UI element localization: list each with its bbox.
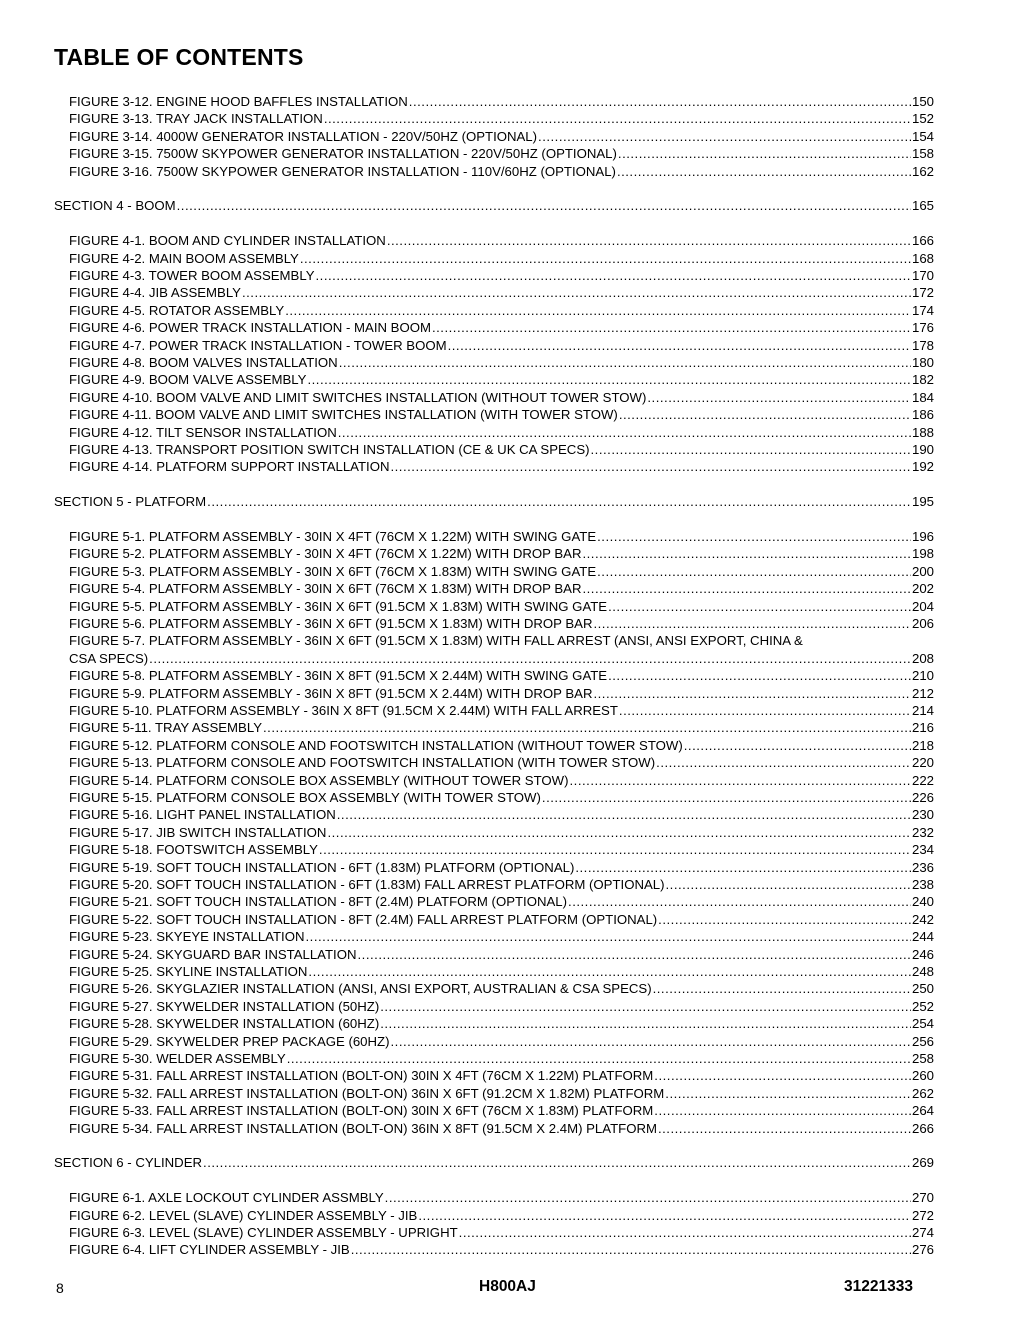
toc-entry-text: FIGURE 5-3. PLATFORM ASSEMBLY - 30IN X 6FT (76CM X 1.83M) WITH SWING GATE: [69, 563, 597, 579]
dot-leader: [538, 128, 911, 145]
toc-figure-entry[interactable]: [69, 615, 934, 632]
toc-entry-text: FIGURE 4-11. BOOM VALVE AND LIMIT SWITCHES INSTALLATION (WITH TOWER STOW): [69, 407, 618, 423]
toc-page-number: 216: [911, 720, 934, 736]
toc-page-number: 232: [911, 824, 934, 840]
dot-leader: [177, 197, 911, 214]
toc-entry-text: FIGURE 5-14. PLATFORM CONSOLE BOX ASSEMBLY (WITHOUT TOWER STOW): [69, 772, 569, 788]
toc-page-number: 186: [911, 407, 934, 423]
toc-figure-entry[interactable]: [69, 998, 934, 1015]
dot-leader: [593, 685, 911, 702]
toc-figure-entry[interactable]: [69, 1085, 934, 1102]
toc-figure-entry[interactable]: [69, 337, 934, 354]
toc-figure-entry[interactable]: [69, 528, 934, 545]
toc-entry-text: FIGURE 5-4. PLATFORM ASSEMBLY - 30IN X 6FT (76CM X 1.83M) WITH DROP BAR: [69, 581, 582, 597]
toc-page-number: 196: [911, 529, 934, 544]
toc-entry-text: FIGURE 6-1. AXLE LOCKOUT CYLINDER ASSMBLY: [69, 1190, 384, 1206]
toc-entry-text: FIGURE 5-28. SKYWELDER INSTALLATION (60HZ): [69, 1016, 380, 1032]
toc-figure-entry[interactable]: [69, 928, 934, 945]
dot-leader: [608, 598, 911, 615]
toc-page-number: 178: [911, 337, 934, 353]
toc-entry-text: FIGURE 4-14. PLATFORM SUPPORT INSTALLATION: [69, 459, 390, 475]
dot-leader: [570, 772, 911, 789]
toc-entry-text: SECTION 4 - BOOM: [54, 198, 176, 214]
dot-leader: [658, 911, 911, 928]
toc-entry-text: FIGURE 5-27. SKYWELDER INSTALLATION (50HZ): [69, 998, 380, 1014]
toc-page-number: 242: [911, 911, 934, 927]
dot-leader: [380, 1015, 911, 1032]
dot-leader: [385, 1189, 911, 1206]
toc-page-number: 176: [911, 320, 934, 336]
toc-figure-entry[interactable]: [69, 980, 934, 997]
toc-section-entry[interactable]: [54, 493, 934, 510]
dot-leader: [308, 963, 911, 980]
dot-leader: [338, 424, 911, 441]
toc-page-number: 150: [911, 94, 934, 109]
toc-page-number: 238: [911, 877, 934, 892]
toc-figure-entry[interactable]: [69, 371, 934, 388]
toc-page-number: 174: [911, 302, 934, 318]
toc-figure-entry[interactable]: [69, 1033, 934, 1050]
toc-page-number: 168: [911, 250, 934, 266]
dot-leader: [287, 1050, 911, 1067]
dot-leader: [380, 998, 911, 1015]
dot-leader: [242, 284, 911, 301]
dot-leader: [597, 563, 911, 580]
toc-page-number: 192: [911, 459, 934, 475]
toc-entry-text: FIGURE 5-5. PLATFORM ASSEMBLY - 36IN X 6FT (91.5CM X 1.83M) WITH SWING GATE: [69, 598, 608, 614]
dot-leader: [418, 1207, 911, 1224]
toc-entry-text: FIGURE 5-19. SOFT TOUCH INSTALLATION - 6FT (1.83M) PLATFORM (OPTIONAL): [69, 859, 575, 875]
toc-figure-entry[interactable]: [69, 163, 934, 180]
dot-leader: [617, 163, 911, 180]
toc-figure-entry[interactable]: [69, 667, 934, 684]
toc-figure-entry[interactable]: [69, 128, 934, 145]
toc-figure-entry[interactable]: [69, 824, 934, 841]
toc-page-number: 190: [911, 442, 934, 457]
toc-page-number: 262: [911, 1085, 934, 1101]
dot-leader: [327, 824, 911, 841]
dot-leader: [618, 145, 911, 162]
dot-leader: [619, 702, 911, 719]
dot-leader: [324, 110, 911, 127]
toc-entry-text: FIGURE 5-10. PLATFORM ASSEMBLY - 36IN X 8FT (91.5CM X 2.44M) WITH FALL ARREST: [69, 703, 618, 718]
toc-page-number: 172: [911, 285, 934, 301]
toc-page-number: 198: [911, 546, 934, 562]
dot-leader: [665, 1085, 911, 1102]
toc-entry-text: CSA SPECS): [69, 650, 149, 666]
dot-leader: [306, 928, 911, 945]
toc-figure-entry[interactable]: [69, 1067, 934, 1084]
toc-entry-text: FIGURE 5-2. PLATFORM ASSEMBLY - 30IN X 4FT (76CM X 1.22M) WITH DROP BAR: [69, 546, 582, 562]
toc-page-number: 248: [911, 964, 934, 979]
dot-leader: [319, 841, 911, 858]
toc-page-number: 230: [911, 807, 934, 823]
toc-entry-text: FIGURE 5-21. SOFT TOUCH INSTALLATION - 8FT (2.4M) PLATFORM (OPTIONAL): [69, 894, 568, 910]
toc-entry-text: FIGURE 5-24. SKYGUARD BAR INSTALLATION: [69, 946, 357, 962]
toc-entry-text: FIGURE 3-12. ENGINE HOOD BAFFLES INSTALLATION: [69, 94, 408, 109]
toc-page-number: 166: [911, 233, 934, 249]
dot-leader: [582, 545, 911, 562]
toc-page-number: 165: [911, 198, 934, 214]
toc-page-number: 270: [911, 1190, 934, 1206]
toc-page-number: 272: [911, 1207, 934, 1223]
footer-doc-number: 31221333: [844, 1278, 913, 1295]
toc-entry-text: FIGURE 3-13. TRAY JACK INSTALLATION: [69, 111, 323, 127]
toc-entry-text: FIGURE 5-13. PLATFORM CONSOLE AND FOOTSWITCH INSTALLATION (WITH TOWER STOW): [69, 755, 656, 771]
toc-page-number: 188: [911, 424, 934, 440]
toc-entry-text: SECTION 6 - CYLINDER: [54, 1155, 203, 1171]
toc-entry-text: FIGURE 5-7. PLATFORM ASSEMBLY - 36IN X 6FT (91.5CM X 1.83M) WITH FALL ARREST (ANSI, ANSI EXPORT, CHINA &: [69, 633, 803, 649]
toc-page-number: 256: [911, 1033, 934, 1049]
dot-leader: [316, 267, 911, 284]
toc-figure-entry[interactable]: [69, 302, 934, 319]
toc-page-number: 220: [911, 755, 934, 771]
toc-figure-entry[interactable]: [69, 719, 934, 736]
toc-figure-entry[interactable]: [69, 441, 934, 458]
toc-entry-text: FIGURE 6-2. LEVEL (SLAVE) CYLINDER ASSEMBLY - JIB: [69, 1207, 418, 1223]
dot-leader: [459, 1224, 911, 1241]
dot-leader: [307, 371, 911, 388]
toc-page-number: 200: [911, 563, 934, 579]
toc-page-number: 204: [911, 598, 934, 614]
toc-page-number: 182: [911, 372, 934, 388]
toc-page-number: 180: [911, 355, 934, 370]
dot-leader: [263, 719, 911, 736]
toc-entry-text: FIGURE 4-7. POWER TRACK INSTALLATION - TOWER BOOM: [69, 337, 447, 353]
toc-figure-entry[interactable]: [69, 110, 934, 127]
toc-page-number: 269: [911, 1155, 934, 1171]
toc-page-number: 212: [911, 685, 934, 701]
dot-leader: [591, 441, 911, 458]
toc-entry-text: FIGURE 4-2. MAIN BOOM ASSEMBLY: [69, 250, 299, 266]
toc-entry-text: FIGURE 5-30. WELDER ASSEMBLY: [69, 1051, 286, 1066]
toc-page-number: 152: [911, 111, 934, 127]
toc-figure-entry[interactable]: [69, 145, 934, 162]
dot-leader: [542, 789, 911, 806]
toc-figure-entry[interactable]: [69, 841, 934, 858]
toc-entry-text: FIGURE 5-29. SKYWELDER PREP PACKAGE (60HZ): [69, 1033, 390, 1049]
toc-entry-text: FIGURE 5-8. PLATFORM ASSEMBLY - 36IN X 8FT (91.5CM X 2.44M) WITH SWING GATE: [69, 668, 608, 684]
dot-leader: [684, 737, 911, 754]
toc-figure-entry[interactable]: [69, 458, 934, 475]
toc-page-number: 250: [911, 981, 934, 997]
dot-leader: [666, 876, 911, 893]
footer-model: H800AJ: [479, 1278, 536, 1295]
dot-leader: [339, 354, 911, 371]
toc-page-number: 260: [911, 1068, 934, 1084]
toc-entry-text: FIGURE 6-4. LIFT CYLINDER ASSEMBLY - JIB: [69, 1242, 350, 1258]
toc-entry-text: FIGURE 5-17. JIB SWITCH INSTALLATION: [69, 824, 327, 840]
toc-page-number: 258: [911, 1051, 934, 1066]
toc-entry-text: FIGURE 4-13. TRANSPORT POSITION SWITCH INSTALLATION (CE & UK CA SPECS): [69, 442, 590, 457]
dot-leader: [582, 580, 911, 597]
toc-entry-text: SECTION 5 - PLATFORM: [54, 494, 207, 510]
toc-page-number: 254: [911, 1016, 934, 1032]
toc-figure-entry[interactable]: [69, 1050, 934, 1067]
toc-entry-text: FIGURE 5-11. TRAY ASSEMBLY: [69, 720, 262, 736]
toc-page-number: 244: [911, 929, 934, 945]
toc-entry-text: FIGURE 6-3. LEVEL (SLAVE) CYLINDER ASSEMBLY - UPRIGHT: [69, 1225, 458, 1240]
toc-figure-entry[interactable]: [69, 1224, 934, 1241]
toc-figure-entry[interactable]: [69, 406, 934, 423]
toc-figure-entry[interactable]: [69, 772, 934, 789]
toc-entry-text: FIGURE 3-16. 7500W SKYPOWER GENERATOR INSTALLATION - 110V/60HZ (OPTIONAL): [69, 163, 616, 179]
toc-page-number: 202: [911, 581, 934, 597]
toc-figure-entry[interactable]: [69, 702, 934, 719]
toc-entry-text: FIGURE 5-15. PLATFORM CONSOLE BOX ASSEMBLY (WITH TOWER STOW): [69, 790, 541, 805]
dot-leader: [619, 406, 911, 423]
toc-entry-text: FIGURE 5-34. FALL ARREST INSTALLATION (BOLT-ON) 36IN X 8FT (91.5CM X 2.4M) PLATFORM: [69, 1120, 657, 1136]
toc-entry-text: FIGURE 4-1. BOOM AND CYLINDER INSTALLATION: [69, 233, 386, 249]
toc-figure-entry[interactable]: [69, 1102, 934, 1119]
toc-page-number: 162: [911, 163, 934, 179]
toc-page-number: 154: [911, 128, 934, 144]
toc-page-number: 266: [911, 1120, 934, 1136]
toc-entry-text: FIGURE 5-9. PLATFORM ASSEMBLY - 36IN X 8FT (91.5CM X 2.44M) WITH DROP BAR: [69, 685, 593, 701]
toc-page-number: 274: [911, 1225, 934, 1240]
dot-leader: [593, 615, 911, 632]
toc-page-number: 234: [911, 842, 934, 858]
toc-entry-text: FIGURE 3-15. 7500W SKYPOWER GENERATOR INSTALLATION - 220V/50HZ (OPTIONAL): [69, 146, 617, 162]
dot-leader: [647, 389, 911, 406]
dot-leader: [597, 528, 911, 545]
dot-leader: [387, 232, 911, 249]
toc-figure-entry[interactable]: [69, 650, 934, 667]
toc-figure-entry[interactable]: [69, 354, 934, 371]
toc-entry-text: FIGURE 4-8. BOOM VALVES INSTALLATION: [69, 355, 338, 370]
dot-leader: [432, 319, 911, 336]
dot-leader: [203, 1154, 911, 1171]
toc-entry-text: FIGURE 5-32. FALL ARREST INSTALLATION (BOLT-ON) 36IN X 6FT (91.2CM X 1.82M) PLATFORM: [69, 1085, 665, 1101]
dot-leader: [391, 1033, 911, 1050]
toc-figure-entry[interactable]: [69, 1241, 934, 1258]
toc-entry-text: FIGURE 5-25. SKYLINE INSTALLATION: [69, 964, 308, 979]
toc-figure-entry[interactable]: [69, 911, 934, 928]
toc-section-entry[interactable]: [54, 1154, 934, 1171]
toc-entry-text: FIGURE 5-23. SKYEYE INSTALLATION: [69, 929, 305, 945]
toc-page-number: 210: [911, 668, 934, 684]
toc-figure-entry[interactable]: [69, 389, 934, 406]
dot-leader: [654, 1102, 911, 1119]
toc-page-number: 206: [911, 616, 934, 631]
dot-leader: [390, 458, 911, 475]
toc-figure-entry[interactable]: [69, 93, 934, 110]
toc-entry-text: FIGURE 4-9. BOOM VALVE ASSEMBLY: [69, 372, 307, 388]
toc-figure-entry[interactable]: [69, 1207, 934, 1224]
dot-leader: [653, 980, 911, 997]
toc-entry-text: FIGURE 5-12. PLATFORM CONSOLE AND FOOTSWITCH INSTALLATION (WITHOUT TOWER STOW): [69, 737, 683, 753]
toc-figure-entry[interactable]: [69, 946, 934, 963]
toc-figure-entry[interactable]: [69, 806, 934, 823]
toc-entry-text: FIGURE 4-10. BOOM VALVE AND LIMIT SWITCHES INSTALLATION (WITHOUT TOWER STOW): [69, 389, 647, 405]
toc-figure-entry[interactable]: [69, 424, 934, 441]
toc-figure-entry[interactable]: [69, 1015, 934, 1032]
toc-figure-entry[interactable]: [69, 1120, 934, 1137]
dot-leader: [149, 650, 911, 667]
toc-entry-text: FIGURE 5-22. SOFT TOUCH INSTALLATION - 8FT (2.4M) FALL ARREST PLATFORM (OPTIONAL): [69, 911, 658, 927]
toc-entry-text: FIGURE 5-6. PLATFORM ASSEMBLY - 36IN X 6FT (91.5CM X 1.83M) WITH DROP BAR: [69, 616, 593, 631]
toc-page-number: 170: [911, 268, 934, 283]
toc-entry-text: FIGURE 5-20. SOFT TOUCH INSTALLATION - 6FT (1.83M) FALL ARREST PLATFORM (OPTIONAL): [69, 877, 665, 892]
toc-page-number: 240: [911, 894, 934, 910]
toc-page-number: 276: [911, 1242, 934, 1258]
toc-figure-entry[interactable]: [69, 319, 934, 336]
toc-page-number: 158: [911, 146, 934, 162]
dot-leader: [654, 1067, 911, 1084]
toc-entry-text: FIGURE 5-1. PLATFORM ASSEMBLY - 30IN X 4FT (76CM X 1.22M) WITH SWING GATE: [69, 529, 597, 544]
toc-figure-entry[interactable]: [69, 545, 934, 562]
toc-page-number: 208: [911, 650, 934, 666]
toc-entry-text: FIGURE 5-33. FALL ARREST INSTALLATION (BOLT-ON) 30IN X 6FT (76CM X 1.83M) PLATFORM: [69, 1103, 654, 1119]
toc-figure-entry[interactable]: [69, 789, 934, 806]
toc-entry-text: FIGURE 4-3. TOWER BOOM ASSEMBLY: [69, 268, 315, 283]
toc-entry-text: FIGURE 5-16. LIGHT PANEL INSTALLATION: [69, 807, 336, 823]
dot-leader: [300, 250, 911, 267]
dot-leader: [409, 93, 911, 110]
toc-page-number: 236: [911, 859, 934, 875]
dot-leader: [575, 859, 911, 876]
toc-entry-text: FIGURE 4-12. TILT SENSOR INSTALLATION: [69, 424, 337, 440]
toc-entry-text: FIGURE 5-18. FOOTSWITCH ASSEMBLY: [69, 842, 318, 858]
toc-figure-entry[interactable]: [69, 580, 934, 597]
toc-section-entry[interactable]: [54, 197, 934, 214]
toc-figure-entry[interactable]: [69, 685, 934, 702]
dot-leader: [337, 806, 911, 823]
toc-figure-entry[interactable]: [69, 267, 934, 284]
toc-entry-text: FIGURE 5-26. SKYGLAZIER INSTALLATION (ANSI, ANSI EXPORT, AUSTRALIAN & CSA SPECS): [69, 981, 652, 997]
toc-figure-entry[interactable]: [69, 284, 934, 301]
toc-page-number: 214: [911, 703, 934, 718]
toc-figure-entry[interactable]: [69, 859, 934, 876]
toc-page-number: 226: [911, 790, 934, 805]
toc-page-number: 184: [911, 389, 934, 405]
toc-figure-entry[interactable]: [69, 250, 934, 267]
toc-figure-entry[interactable]: [69, 876, 934, 893]
toc-figure-entry[interactable]: [69, 1189, 934, 1206]
dot-leader: [285, 302, 911, 319]
dot-leader: [448, 337, 911, 354]
toc-entry-text: FIGURE 4-4. JIB ASSEMBLY: [69, 285, 241, 301]
toc-figure-entry[interactable]: [69, 893, 934, 910]
toc-figure-entry[interactable]: [69, 737, 934, 754]
toc-entry-text: FIGURE 4-6. POWER TRACK INSTALLATION - MAIN BOOM: [69, 320, 431, 336]
toc-page-number: 218: [911, 737, 934, 753]
dot-leader: [358, 946, 911, 963]
dot-leader: [351, 1241, 911, 1258]
dot-leader: [608, 667, 911, 684]
dot-leader: [207, 493, 911, 510]
toc-entry-text: FIGURE 5-31. FALL ARREST INSTALLATION (BOLT-ON) 30IN X 4FT (76CM X 1.22M) PLATFORM: [69, 1068, 654, 1084]
footer-page-number: 8: [56, 1280, 64, 1296]
toc-page-number: 195: [911, 494, 934, 510]
dot-leader: [656, 754, 911, 771]
toc-page-number: 252: [911, 998, 934, 1014]
toc-entry-text: FIGURE 3-14. 4000W GENERATOR INSTALLATION - 220V/50HZ (OPTIONAL): [69, 128, 538, 144]
toc-page-number: 246: [911, 946, 934, 962]
toc-entry-text: FIGURE 4-5. ROTATOR ASSEMBLY: [69, 302, 285, 318]
toc-figure-entry[interactable]: [69, 963, 934, 980]
page-title: TABLE OF CONTENTS: [54, 44, 304, 70]
toc-figure-entry[interactable]: [69, 598, 934, 615]
dot-leader: [658, 1120, 911, 1137]
toc-page-number: 264: [911, 1103, 934, 1119]
toc-figure-entry[interactable]: [69, 754, 934, 771]
toc-figure-entry[interactable]: [69, 563, 934, 580]
toc-figure-entry[interactable]: [69, 232, 934, 249]
dot-leader: [568, 893, 911, 910]
toc-page-number: 222: [911, 772, 934, 788]
